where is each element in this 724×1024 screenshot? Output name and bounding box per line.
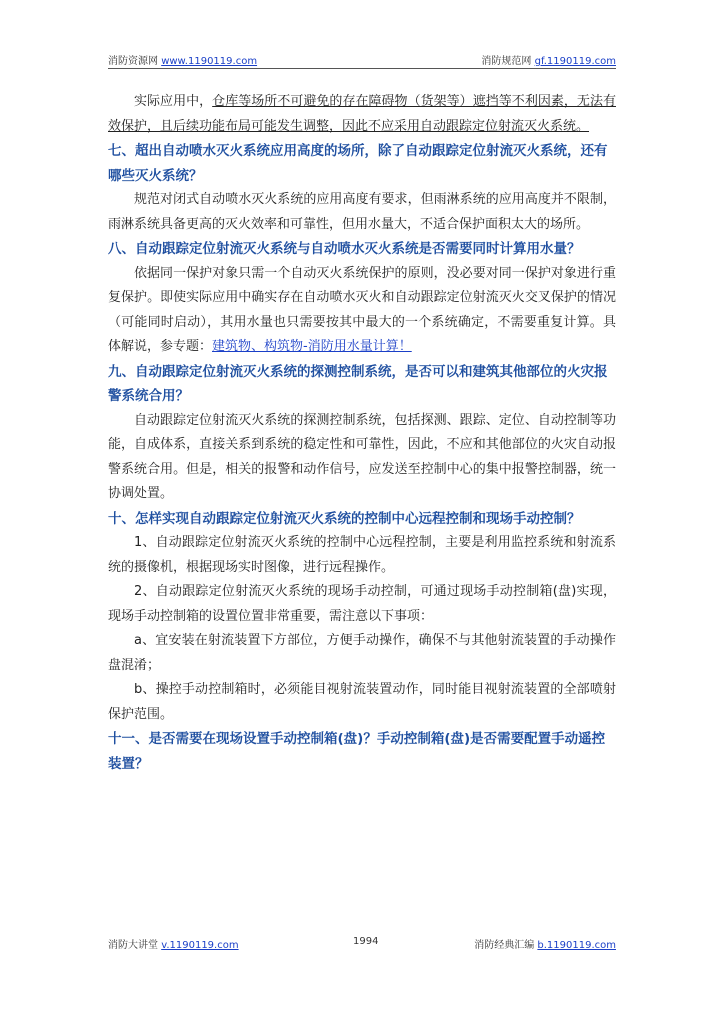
footer-left-link[interactable]: v.1190119.com xyxy=(161,940,239,951)
footer-right-label: 消防经典汇编 xyxy=(474,940,535,951)
intro-lead: 实际应用中， xyxy=(134,94,213,109)
footer-right xyxy=(474,936,616,951)
section-10-item-1: 1、自动跟踪定位射流灭火系统的控制中心远程控制，主要是利用监控系统和射流系统的摄像机，根据现场实时图像，进行远程操作。 xyxy=(108,535,616,575)
section-answer-7: 规范对闭式自动喷水灭火系统的应用高度有要求，但雨淋系统的应用高度并不限制，雨淋系统具备更高的灭火效率和可靠性，但用水量大，不适合保护面积太大的场所。 xyxy=(108,192,616,232)
page-header xyxy=(108,52,616,68)
intro-underlined-text: 仓库等场所不可避免的存在障碍物（货架等）遮挡等不利因素，无法有效保护，且后续功能布局可能发生调整，因此不应采用自动跟踪定位射流灭火系统。 xyxy=(108,94,616,134)
footer-left-label: 消防大讲堂 xyxy=(108,940,158,951)
section-heading-9: 九、自动跟踪定位射流灭火系统的探测控制系统，是否可以和建筑其他部位的火灾报警系统合用？ xyxy=(108,363,608,404)
header-right-link[interactable]: gf.1190119.com xyxy=(534,56,616,67)
section-answer-9: 自动跟踪定位射流灭火系统的探测控制系统，包括探测、跟踪、定位、自动控制等功能，自成体系，直接关系到系统的稳定性和可靠性，因此，不应和其他部位的火灾自动报警系统合用。但是，相关的报警和动作信号，应发送至控制中心的集中报警控制器，统一协调处置。 xyxy=(108,412,616,501)
section-10-item-2: 2、自动跟踪定位射流灭火系统的现场手动控制，可通过现场手动控制箱(盘)实现，现场手动控制箱的设置位置非常重要，需注意以下事项： xyxy=(108,584,616,624)
footer-left xyxy=(108,936,239,951)
section-heading-11: 十一、是否需要在现场设置手动控制箱(盘)？手动控制箱(盘)是否需要配置手动遥控装置？ xyxy=(108,731,606,772)
footer-right-link[interactable]: b.1190119.com xyxy=(537,940,616,951)
intro-paragraph xyxy=(108,90,616,139)
document-body xyxy=(108,90,616,776)
topic-link[interactable]: 建筑物、构筑物-消防用水量计算！ xyxy=(212,339,412,354)
header-left-label: 消防资源网 xyxy=(108,56,158,67)
header-right xyxy=(481,52,616,67)
section-heading-10: 十、怎样实现自动跟踪定位射流灭火系统的控制中心远程控制和现场手动控制？ xyxy=(108,510,581,527)
section-10-item-b: b、操控手动控制箱时，必须能目视射流装置动作，同时能目视射流装置的全部喷射保护范围。 xyxy=(108,682,616,722)
page-footer xyxy=(108,936,616,952)
section-answer-8-text: 依据同一保护对象只需一个自动灭火系统保护的原则，没必要对同一保护对象进行重复保护。即使实际应用中确实存在自动喷水灭火和自动跟踪定位射流灭火交叉保护的情况（可能同时启动），其用水量也只需要按其中最大的一个系统确定，不需要重复计算。具体解说，参专题： xyxy=(108,265,616,354)
section-heading-8: 八、自动跟踪定位射流灭火系统与自动喷水灭火系统是否需要同时计算用水量？ xyxy=(108,241,581,257)
section-answer-8 xyxy=(108,262,616,360)
header-left xyxy=(108,52,257,67)
header-right-label: 消防规范网 xyxy=(481,56,532,67)
header-left-link[interactable]: www.1190119.com xyxy=(161,56,258,67)
header-divider xyxy=(108,68,616,69)
section-10-item-a: a、宜安装在射流装置下方部位，方便手动操作，确保不与其他射流装置的手动操作盘混淆； xyxy=(108,633,616,673)
page-number: 1994 xyxy=(353,936,379,947)
section-heading-7: 七、超出自动喷水灭火系统应用高度的场所，除了自动跟踪定位射流灭火系统，还有哪些灭火系统？ xyxy=(108,143,608,184)
